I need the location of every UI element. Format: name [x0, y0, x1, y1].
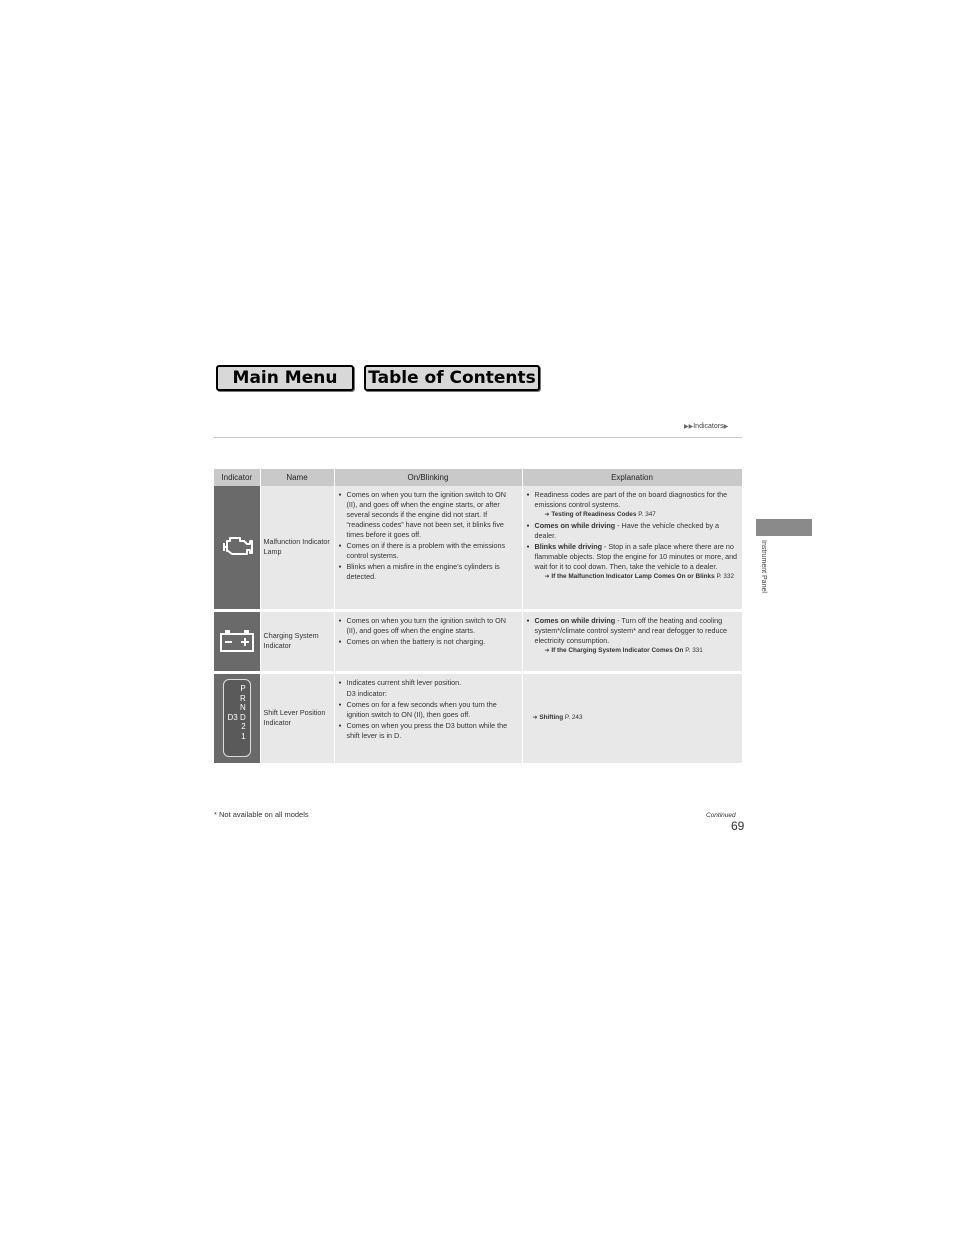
indicator-cell [214, 672, 260, 764]
reference-arrow-icon: ➜ [544, 574, 550, 580]
cross-reference[interactable]: ➜ If the Charging System Indicator Comes On P. 331 [544, 646, 703, 654]
breadcrumb-arrow-icon: ▶▶ [684, 424, 694, 430]
page-number: 69 [731, 819, 745, 833]
on-blinking-cell [334, 672, 522, 764]
explanation-cell [522, 486, 742, 610]
table-row [214, 486, 742, 610]
cross-reference[interactable]: ➜ Shifting P. 243 [532, 714, 583, 721]
breadcrumb [684, 423, 728, 430]
list-item: ● Comes on when you press the D3 button while the shift lever is in D. [339, 721, 518, 741]
reference-arrow-icon: ➜ [544, 512, 550, 518]
battery-icon [218, 627, 256, 653]
indicator-name: Malfunction Indicator Lamp [260, 486, 334, 610]
reference-arrow-icon: ➜ [544, 647, 550, 654]
table-row [214, 610, 742, 672]
explanation-cell [522, 672, 742, 764]
list-item: ● Comes on while driving - Have the vehicle checked by a dealer. [527, 521, 738, 541]
header-name: Name [260, 469, 334, 486]
header-rule [214, 437, 742, 438]
shift-position-icon: P R N D3 D 2 1 [223, 679, 251, 757]
indicator-name: Shift Lever Position Indicator [260, 672, 334, 764]
breadcrumb-label: Indicators [693, 423, 724, 430]
table-header-row [214, 469, 742, 486]
list-item: D3 indicator: [346, 688, 387, 698]
indicator-name: Charging System Indicator [260, 610, 334, 672]
table-of-contents-button[interactable]: Table of Contents [364, 365, 540, 391]
cross-reference[interactable]: ➜ If the Malfunction Indicator Lamp Comes On or Blinks P. 332 [544, 573, 735, 580]
indicator-cell [214, 486, 260, 610]
footnote: * Not available on all models [214, 810, 309, 819]
explanation-cell [522, 610, 742, 672]
on-blinking-cell [334, 486, 522, 610]
header-indicator: Indicator [214, 469, 260, 486]
list-item: ● Comes on while driving - Turn off the heating and cooling system*/climate control system* and rear defogger to reduce electricity consumption. ➜ If the Charging System Indicator Comes On P. 331 [527, 616, 738, 656]
table-row [214, 672, 742, 764]
cross-reference[interactable]: ➜ Testing of Readiness Codes P. 347 [544, 511, 656, 518]
on-blinking-cell [334, 610, 522, 672]
main-menu-button[interactable]: Main Menu [216, 365, 354, 391]
list-item: ● Comes on when you turn the ignition switch to ON (II), and goes off when the engine starts. [339, 616, 518, 636]
header-on-blinking: On/Blinking [334, 469, 522, 486]
reference-arrow-icon: ➜ [532, 715, 538, 721]
check-engine-icon [220, 533, 254, 559]
list-item: ● Blinks when a misfire in the engine’s cylinders is detected. [339, 562, 518, 582]
section-label: Instrument Panel [760, 540, 767, 593]
breadcrumb-arrow-icon: ▶ [723, 424, 729, 430]
list-item: ● Comes on for a few seconds when you turn the ignition switch to ON (II), then goes off. [339, 700, 518, 720]
section-tab[interactable] [756, 519, 812, 536]
list-item: ● Blinks while driving - Stop in a safe place where there are no flammable objects. Stop the engine for 10 minutes or more, and wait for it to cool down. Then, take the vehicle to a dealer. ➜ If the Malfunction Indicator Lamp Comes On or Blinks P. 332 [527, 542, 738, 582]
header-explanation: Explanation [522, 469, 742, 486]
list-item: ● Comes on if there is a problem with the emissions control systems. [339, 541, 518, 561]
list-item: ● Comes on when you turn the ignition switch to ON (II), and goes off when the engine starts, or after several seconds if the engine did not start. If “readiness codes” have not been set, it blinks five times before it goes off. [339, 490, 518, 540]
list-item: ● Comes on when the battery is not charging. [339, 637, 518, 647]
list-item: ● Indicates current shift lever position. [339, 678, 518, 688]
list-item: ● Readiness codes are part of the on board diagnostics for the emissions control systems. ➜ Testing of Readiness Codes P. 347 [527, 490, 738, 520]
indicator-cell [214, 610, 260, 672]
indicator-table [214, 469, 743, 766]
continued-label: Continued [706, 812, 736, 819]
